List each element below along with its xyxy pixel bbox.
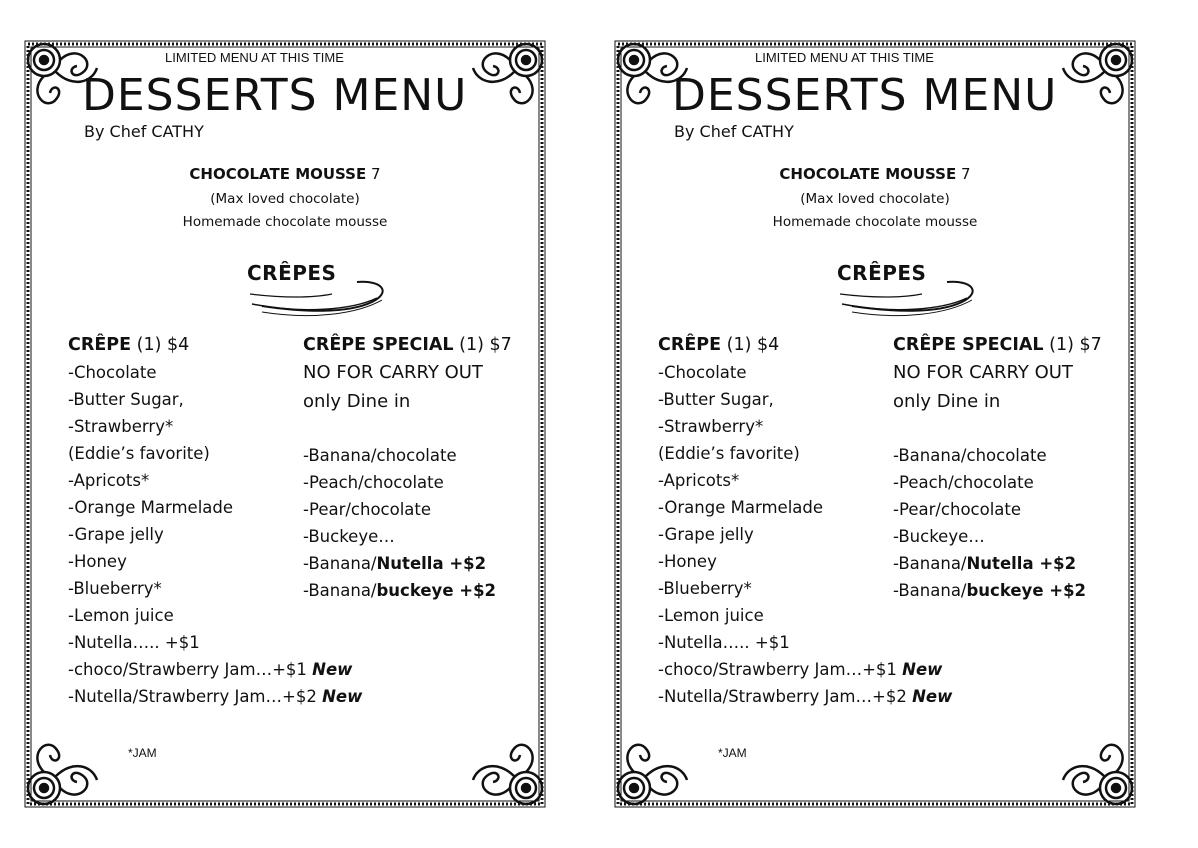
crepe-new-item [68,683,362,710]
special-item-addon-price: Nutella +$2 [966,554,1077,573]
special-item: -Banana/chocolate [893,446,1047,465]
crepe-item: -Apricots* [658,471,740,490]
special-item-prefix: -Banana/ [893,554,967,573]
special-item-addon [303,550,512,577]
mousse-description: Homemade chocolate mousse [182,214,388,230]
special-item-addon-price: buckeye +$2 [966,581,1087,600]
special-item: -Peach/chocolate [303,473,444,492]
crepe-item: -Grape jelly [68,525,164,544]
crepe-item: -Orange Marmelade [658,498,824,517]
crepe-item: -Chocolate [68,363,157,382]
corner-ornament-top-right [473,44,542,103]
crepe-name: CRÊPE [68,335,132,355]
mousse-name: CHOCOLATE MOUSSE [189,165,367,183]
corner-ornament-bottom-right [1063,745,1132,804]
crepe-item: -Grape jelly [658,525,754,544]
jam-footnote: *JAM [718,746,747,760]
special-item: -Peach/chocolate [893,473,1034,492]
special-item-addon-price: buckeye +$2 [376,581,497,600]
crepe-item: -Chocolate [658,363,747,382]
swoosh-decoration [242,264,392,320]
crepe-item: -Lemon juice [68,606,174,625]
crepes-section-title: CRÊPES [247,261,337,285]
dine-in-note: only Dine in [893,391,1001,412]
limited-menu-notice: LIMITED MENU AT THIS TIME [165,50,344,65]
crepe-new-item-text: -Nutella/Strawberry Jam…+$2 [68,687,317,706]
corner-ornament-bottom-left [618,745,687,804]
corner-ornament-bottom-right [473,745,542,804]
special-item-addon [893,550,1102,577]
carry-out-note: NO FOR CARRY OUT [893,362,1073,383]
crepe-name: CRÊPE [658,335,722,355]
chef-byline: By Chef CATHY [84,122,204,141]
crepe-new-item [658,683,952,710]
special-item-addon [303,577,512,604]
crepe-item: -Honey [658,552,717,571]
new-badge: New [322,687,363,706]
crepe-special-column [893,332,1102,604]
crepe-price: (1) $4 [136,335,190,355]
swoosh-decoration [832,264,982,320]
crepes-section-title: CRÊPES [837,261,927,285]
mousse-note: (Max loved chocolate) [800,191,950,207]
crepe-item: -Nutella….. +$1 [658,633,790,652]
crepe-item: -Strawberry* [68,417,174,436]
dine-in-note: only Dine in [303,391,411,412]
crepe-item: (Eddie’s favorite) [658,444,800,463]
crepe-item: (Eddie’s favorite) [68,444,210,463]
crepe-new-item-text: -choco/Strawberry Jam…+$1 [68,660,307,679]
crepe-special-name: CRÊPE SPECIAL [893,335,1044,355]
menu-page-left [22,38,548,810]
corner-ornament-bottom-left [28,745,97,804]
mousse-note: (Max loved chocolate) [210,191,360,207]
crepe-item: -Nutella….. +$1 [68,633,200,652]
special-item-prefix: -Banana/ [893,581,967,600]
jam-footnote: *JAM [128,746,157,760]
crepe-item: -Lemon juice [658,606,764,625]
special-item: -Pear/chocolate [303,500,432,519]
crepe-special-heading [303,332,512,359]
crepe-new-item [68,656,362,683]
menu-title: DESSERTS MENU [672,70,1058,121]
mousse-price: 7 [371,165,381,183]
special-item: -Buckeye… [893,527,985,546]
special-item: -Banana/chocolate [303,446,457,465]
special-item: -Pear/chocolate [893,500,1022,519]
crepe-item: -Orange Marmelade [68,498,234,517]
mousse-price: 7 [961,165,971,183]
crepe-item: -Butter Sugar, [68,390,184,409]
crepe-item: -Strawberry* [658,417,764,436]
crepe-item: -Butter Sugar, [658,390,774,409]
menu-page-right [612,38,1138,810]
corner-ornament-top-right [1063,44,1132,103]
crepe-price: (1) $4 [726,335,780,355]
crepe-item: -Apricots* [68,471,150,490]
crepe-item: -Honey [68,552,127,571]
mousse-name: CHOCOLATE MOUSSE [779,165,957,183]
crepe-item: -Blueberry* [658,579,752,598]
crepe-special-price: (1) $7 [459,335,512,355]
carry-out-note: NO FOR CARRY OUT [303,362,483,383]
crepe-new-item-text: -choco/Strawberry Jam…+$1 [658,660,897,679]
chef-byline: By Chef CATHY [674,122,794,141]
crepe-special-column [303,332,512,604]
crepe-new-item [658,656,952,683]
new-badge: New [312,660,353,679]
special-item: -Buckeye… [303,527,395,546]
crepe-special-name: CRÊPE SPECIAL [303,335,454,355]
crepe-item: -Blueberry* [68,579,162,598]
menu-title: DESSERTS MENU [82,70,468,121]
crepe-new-item-text: -Nutella/Strawberry Jam…+$2 [658,687,907,706]
special-item-addon-price: Nutella +$2 [376,554,487,573]
mousse-heading [22,165,548,183]
special-item-prefix: -Banana/ [303,581,377,600]
special-item-prefix: -Banana/ [303,554,377,573]
special-item-addon [893,577,1102,604]
limited-menu-notice: LIMITED MENU AT THIS TIME [755,50,934,65]
new-badge: New [902,660,943,679]
new-badge: New [912,687,953,706]
crepe-special-heading [893,332,1102,359]
mousse-description: Homemade chocolate mousse [772,214,978,230]
crepe-special-price: (1) $7 [1049,335,1102,355]
mousse-heading [612,165,1138,183]
